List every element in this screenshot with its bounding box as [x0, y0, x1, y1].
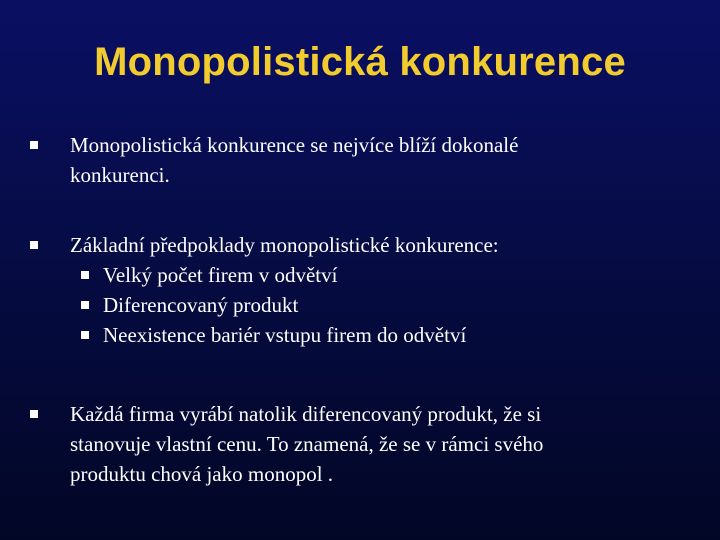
- sub-item-3-text: Neexistence bariér vstupu firem do odvětví: [103, 323, 467, 347]
- square-bullet-icon: [30, 241, 38, 249]
- sub-item-1-text: Velký počet firem v odvětví: [103, 263, 338, 287]
- square-bullet-icon: [81, 271, 89, 279]
- square-bullet-icon: [30, 410, 38, 418]
- sub-item-2: [70, 290, 670, 320]
- sub-item-3: [70, 320, 670, 350]
- bullet-3-line-3: produktu chová jako monopol .: [70, 462, 334, 486]
- sub-item-1: [70, 260, 670, 290]
- bullet-item-3: [70, 399, 670, 489]
- bullet-3-line-2: stanovuje vlastní cenu. To znamená, že se v rámci svého: [70, 432, 544, 456]
- bullet-3-line-1: Každá firma vyrábí natolik diferencovaný produkt, že si: [70, 402, 542, 426]
- bullet-item-1: [70, 130, 670, 190]
- square-bullet-icon: [30, 141, 38, 149]
- bullet-item-2: [70, 230, 670, 350]
- bullet-2-line-1: Základní předpoklady monopolistické konkurence:: [70, 233, 499, 257]
- square-bullet-icon: [81, 301, 89, 309]
- slide-title: Monopolistická konkurence: [94, 40, 626, 84]
- bullet-1-line-1: Monopolistická konkurence se nejvíce blíží dokonalé: [70, 133, 519, 157]
- sub-item-2-text: Diferencovaný produkt: [103, 293, 299, 317]
- bullet-1-line-2: konkurenci.: [70, 163, 170, 187]
- square-bullet-icon: [81, 331, 89, 339]
